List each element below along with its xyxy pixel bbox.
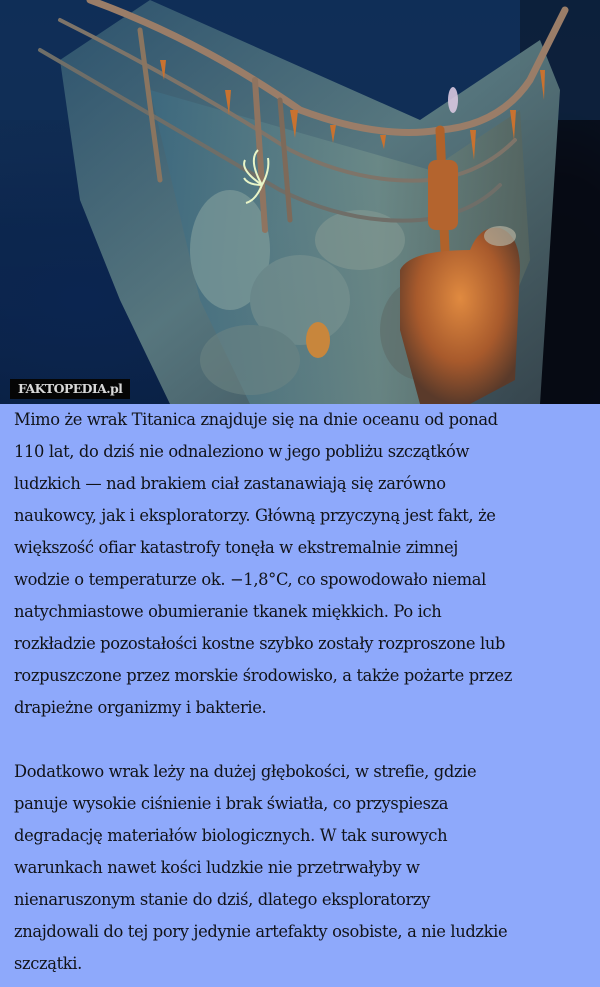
caption-line: wodzie o temperaturze ok. −1,8°C, co spowodowało niemal	[14, 570, 486, 589]
wreck-illustration	[0, 0, 600, 404]
caption-line: rozpuszczone przez morskie środowisko, a także pożarte przez	[14, 666, 512, 685]
caption-line: Mimo że wrak Titanica znajduje się na dnie oceanu od ponad	[14, 410, 498, 429]
caption-line: szczątki.	[14, 954, 82, 973]
caption-line: panuje wysokie ciśnienie i brak światła, co przyspiesza	[14, 794, 449, 813]
caption-line: znajdowali do tej pory jedynie artefakty osobiste, a nie ludzkie	[14, 922, 508, 941]
caption-line: natychmiastowe obumieranie tkanek miękkich. Po ich	[14, 602, 442, 621]
caption-paragraph-1	[14, 404, 594, 724]
caption-line: Dodatkowo wrak leży na dużej głębokości, w strefie, gdzie	[14, 762, 477, 781]
caption-line: degradację materiałów biologicznych. W tak surowych	[14, 826, 448, 845]
paragraph-spacer	[14, 724, 594, 756]
caption-line: nienaruszonym stanie do dziś, dlatego eksploratorzy	[14, 890, 430, 909]
caption-line: rozkładzie pozostałości kostne szybko zostały rozproszone lub	[14, 634, 506, 653]
caption-line: naukowcy, jak i eksploratorzy. Główną przyczyną jest fakt, że	[14, 506, 496, 525]
caption-line: drapieżne organizmy i bakterie.	[14, 698, 267, 717]
caption-line: ludzkich — nad brakiem ciał zastanawiają się zarówno	[14, 474, 446, 493]
caption-line: warunkach nawet kości ludzkie nie przetrwałyby w	[14, 858, 420, 877]
caption-line: 110 lat, do dziś nie odnaleziono w jego pobliżu szczątków	[14, 442, 470, 461]
caption-paragraph-2	[14, 756, 594, 980]
titanic-wreck-photo	[0, 0, 600, 404]
faktopedia-watermark: FAKTOPEDIA.pl	[10, 379, 130, 399]
caption-text	[14, 404, 594, 980]
caption-line: większość ofiar katastrofy tonęła w ekstremalnie zimnej	[14, 538, 458, 557]
